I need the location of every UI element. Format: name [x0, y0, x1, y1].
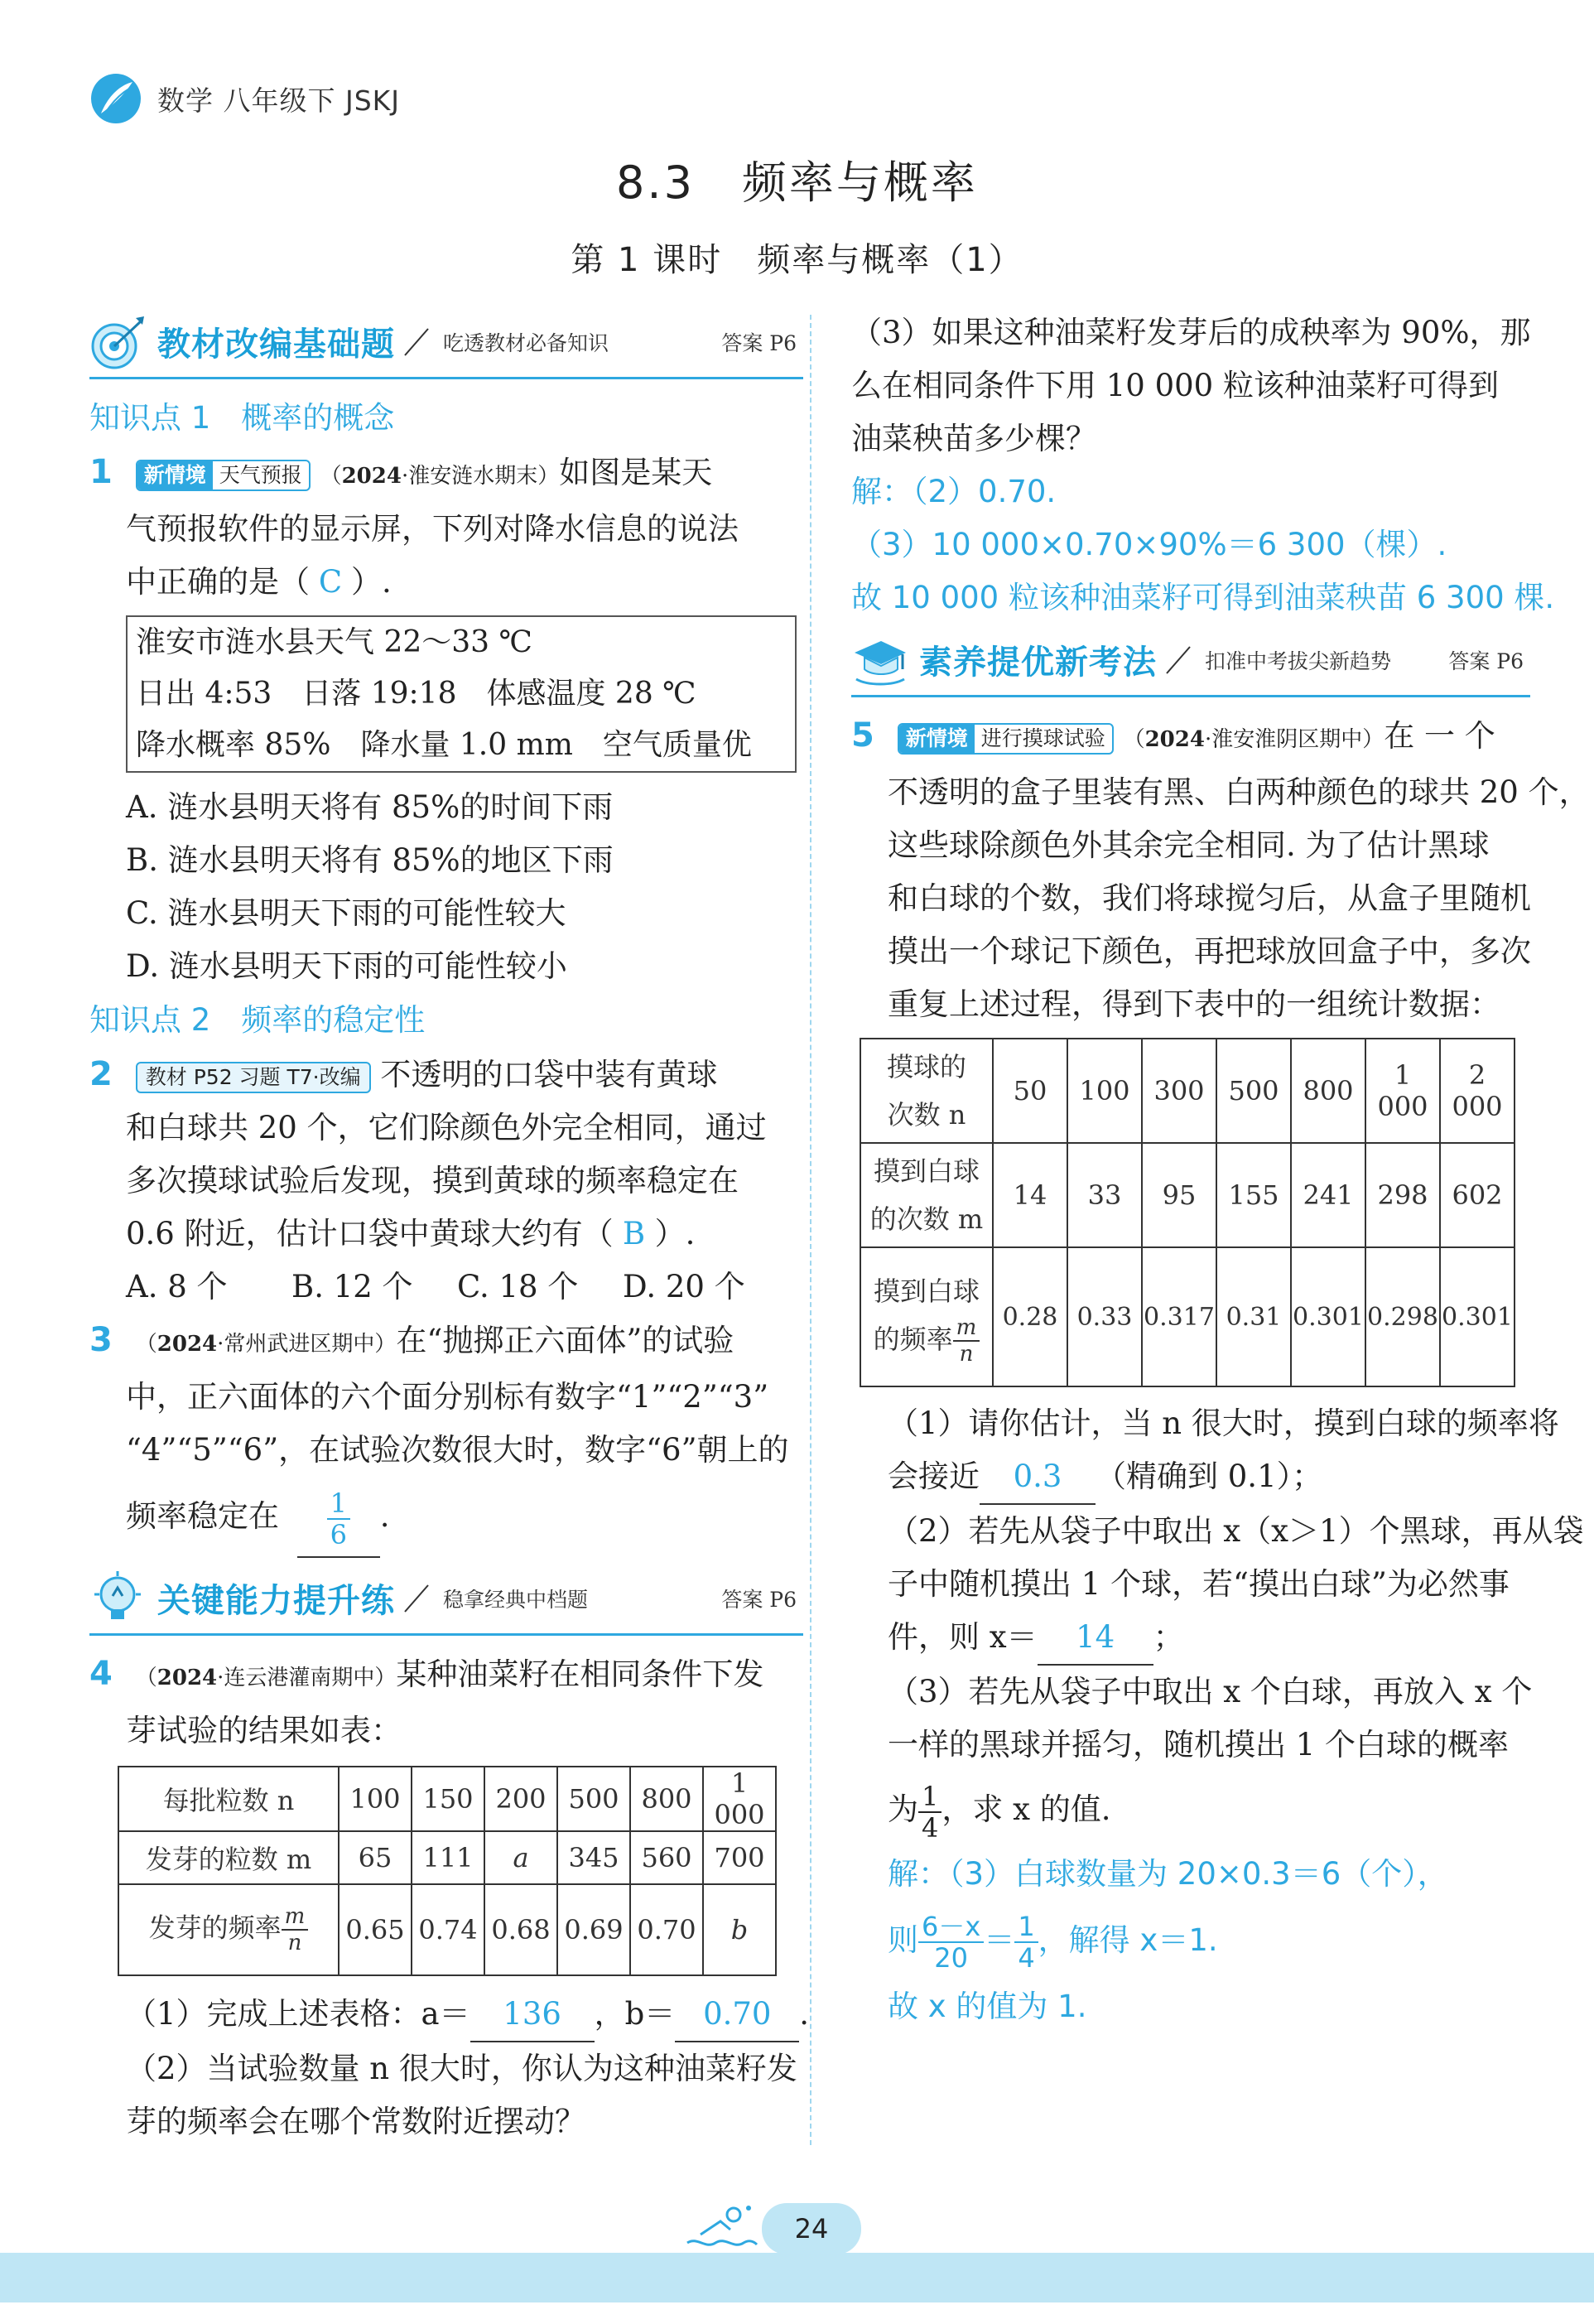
- table-cell: b: [703, 1884, 776, 1975]
- q4-solution-1: 解：（2）0.70.: [851, 474, 1057, 509]
- table-cell: 摸球的 次数 n: [860, 1039, 993, 1143]
- slash-icon: [400, 1582, 433, 1615]
- section-advanced: [851, 624, 1530, 697]
- q5-part2-line3: 件，则 x＝ 14 ；: [851, 1611, 1530, 1666]
- table-cell: 1 000: [703, 1767, 776, 1831]
- q5-solution-3: 故 x 的值为 1.: [888, 1989, 1087, 2024]
- table-cell: 602: [1440, 1143, 1515, 1247]
- q5-part2-line1: （2）若先从袋子中取出 x（x＞1）个黑球，再从袋: [888, 1513, 1584, 1549]
- q5-number: 5: [851, 716, 874, 755]
- table-cell: 300: [1142, 1039, 1216, 1143]
- q4-line2: 芽试验的结果如表：: [126, 1713, 402, 1748]
- table-cell: 65: [339, 1831, 412, 1884]
- table-cell: 14: [993, 1143, 1067, 1247]
- table-row: [118, 1831, 776, 1884]
- feather-logo-icon: [89, 72, 142, 125]
- column-divider: [810, 315, 811, 2145]
- q3-line4: 频率稳定在 $\frac{1}{6}$ .: [89, 1477, 803, 1558]
- table-cell: 0.31: [1216, 1247, 1291, 1386]
- q5-source: （2024·淮安淮阴区期中）: [1123, 727, 1385, 752]
- q2-line4: 0.6 附近，估计口袋中黄球大约有（ B ）.: [89, 1208, 803, 1261]
- table-cell: 345: [557, 1831, 630, 1884]
- q4-line1: 4 （2024·连云港灌南期中）某种油菜籽在相同条件下发: [89, 1647, 803, 1704]
- q5-part3-line3: 为 $\frac{1}{4}$ ，求 x 的值.: [888, 1780, 1111, 1844]
- q3-answer-blank: $\frac{1}{6}$: [297, 1477, 380, 1558]
- q5-line6: 重复上述过程，得到下表中的一组统计数据：: [888, 986, 1500, 1022]
- table-row: [118, 1884, 776, 1975]
- target-icon: [89, 313, 147, 371]
- right-column: [851, 306, 1590, 2033]
- q1-option-a: A. 涟水县明天将有 85%的时间下雨: [126, 789, 614, 825]
- slash-icon: [1162, 644, 1195, 677]
- table-cell: 155: [1216, 1143, 1291, 1247]
- q3-line3: “4”“5”“6”，在试验次数很大时，数字“6”朝上的: [126, 1432, 789, 1468]
- q5-part3-line2: 一样的黑球并摇匀，随机摸出 1 个白球的概率: [888, 1727, 1510, 1762]
- table-cell: 0.65: [339, 1884, 412, 1975]
- knowledge-point-2: 知识点 2 频率的稳定性: [89, 1002, 426, 1038]
- section-key-ability: [89, 1563, 803, 1636]
- q1-line1: 1 新情境 天气预报 （2024·淮安涟水期末）如图是某天: [89, 446, 803, 503]
- q5-answer-1: 0.3: [980, 1450, 1096, 1505]
- section-basic-name: 教材改编基础题: [157, 325, 395, 364]
- q4-number: 4: [89, 1655, 113, 1693]
- table-cell: 发芽的粒数 m: [118, 1831, 339, 1884]
- table-cell: 700: [703, 1831, 776, 1884]
- weather-line: 降水概率 85% 降水量 1.0 mm 空气质量优: [136, 728, 752, 762]
- q5-line4: 和白球的个数，我们将球搅匀后，从盒子里随机: [888, 880, 1531, 916]
- table-cell: 150: [412, 1767, 484, 1831]
- lightbulb-icon: [89, 1569, 147, 1627]
- q4-part3-line3: 油菜秧苗多少棵？: [851, 421, 1096, 456]
- q5-part3-line1: （3）若先从袋子中取出 x 个白球，再放入 x 个: [888, 1674, 1533, 1709]
- q4-solution-2: （3）10 000×0.70×90%＝6 300（棵）.: [851, 527, 1447, 562]
- q4-part2-line2: 芽的频率会在哪个常数附近摆动？: [126, 2104, 585, 2139]
- q5-part2-line2: 子中随机摸出 1 个球，若“摸出白球”为必然事: [888, 1566, 1510, 1602]
- table-cell: 每批粒数 n: [118, 1767, 339, 1831]
- q5-part1-line2: 会接近 0.3 （精确到 0.1）；: [851, 1450, 1530, 1505]
- weather-line: 日出 4:53 日落 19:18 体感温度 28 ℃: [136, 677, 696, 711]
- q5-part1-line1: （1）请你估计，当 n 很大时，摸到白球的频率将: [888, 1405, 1559, 1441]
- q1-option-d: D. 涟水县明天下雨的可能性较小: [126, 948, 567, 984]
- weather-line: 淮安市涟水县天气 22～33 ℃: [136, 625, 532, 659]
- table-cell: 33: [1067, 1143, 1142, 1247]
- table-cell: 0.68: [484, 1884, 557, 1975]
- q1-option-b: B. 涟水县明天将有 85%的地区下雨: [126, 842, 614, 878]
- table-row: [860, 1247, 1515, 1386]
- table-cell: 50: [993, 1039, 1067, 1143]
- q4-part3-line1: （3）如果这种油菜籽发芽后的成秧率为 90%，那: [851, 315, 1531, 350]
- table-cell: 0.28: [993, 1247, 1067, 1386]
- q2-line1: 2 教材 P52 习题 T7·改编 不透明的口袋中装有黄球: [89, 1048, 803, 1102]
- table-cell: 2 000: [1440, 1039, 1515, 1143]
- q2-number: 2: [89, 1055, 113, 1093]
- swimmer-icon: [684, 2201, 758, 2253]
- q3-line2: 中，正六面体的六个面分别标有数字“1”“2”“3”: [126, 1379, 769, 1415]
- table-cell: a: [484, 1831, 557, 1884]
- section-key-ability-answer: 答案 P6: [721, 1587, 797, 1612]
- page-number: 24: [762, 2203, 861, 2254]
- table-cell: 100: [1067, 1039, 1142, 1143]
- table-cell: 95: [1142, 1143, 1216, 1247]
- q3-line1: 3 （2024·常州武进区期中）在“抛掷正六面体”的试验: [89, 1314, 803, 1371]
- q1-line2: 气预报软件的显示屏，下列对降水信息的说法: [126, 511, 739, 547]
- table-cell: 摸到白球 的次数 m: [860, 1143, 993, 1247]
- q3-number: 3: [89, 1321, 113, 1359]
- q5-solution-1: 解：（3）白球数量为 20×0.3＝6（个），: [888, 1856, 1448, 1892]
- q1-number: 1: [89, 453, 113, 491]
- q5-line1: 5 新情境 进行摸球试验 （2024·淮安淮阴区期中）在 一 个: [851, 709, 1530, 766]
- q4-table: [118, 1766, 777, 1976]
- table-cell: 560: [630, 1831, 703, 1884]
- slash-icon: [400, 325, 433, 359]
- q5-solution-2: 则 $\frac{6-x}{20}$ ＝ $\frac{1}{4}$ ，解得 x＝1.: [888, 1910, 1218, 1974]
- q1-option-c: C. 涟水县明天下雨的可能性较大: [126, 895, 566, 931]
- section-basic: [89, 306, 803, 379]
- table-cell: 1 000: [1365, 1039, 1440, 1143]
- q4-source: （2024·连云港灌南期中）: [135, 1666, 397, 1690]
- section-basic-tag: 吃透教材必备知识: [443, 330, 609, 355]
- page-subtitle: 第 1 课时 频率与概率（1）: [571, 241, 1023, 279]
- q4-part2-line1: （2）当试验数量 n 很大时，你认为这种油菜籽发: [126, 2051, 797, 2086]
- table-cell: 0.301: [1440, 1247, 1515, 1386]
- table-cell: 100: [339, 1767, 412, 1831]
- table-cell: 500: [1216, 1039, 1291, 1143]
- table-cell: 200: [484, 1767, 557, 1831]
- q5-line5: 摸出一个球记下颜色，再把球放回盒子中，多次: [888, 933, 1531, 969]
- section-advanced-answer: 答案 P6: [1448, 649, 1524, 673]
- q3-source: （2024·常州武进区期中）: [135, 1332, 397, 1357]
- q2-answer: B: [623, 1216, 646, 1251]
- table-cell: 500: [557, 1767, 630, 1831]
- book-header: [89, 70, 400, 128]
- table-cell: 0.301: [1291, 1247, 1365, 1386]
- q4-part3-line2: 么在相同条件下用 10 000 粒该种油菜籽可得到: [851, 368, 1499, 403]
- q2-badge: 教材 P52 习题 T7·改编: [136, 1062, 371, 1093]
- q2-line3: 多次摸球试验后发现，摸到黄球的频率稳定在: [126, 1163, 739, 1198]
- table-cell: 0.298: [1365, 1247, 1440, 1386]
- table-cell: 0.33: [1067, 1247, 1142, 1386]
- q5-line3: 这些球除颜色外其余完全相同. 为了估计黑球: [888, 827, 1490, 863]
- table-cell: 0.69: [557, 1884, 630, 1975]
- table-row: [860, 1143, 1515, 1247]
- table-row: [860, 1039, 1515, 1143]
- q5-line2: 不透明的盒子里装有黑、白两种颜色的球共 20 个，: [888, 774, 1590, 810]
- q4-solution-3: 故 10 000 粒该种油菜籽可得到油菜秧苗 6 300 棵.: [851, 580, 1555, 615]
- q1-line3: 中正确的是（ C ）.: [89, 556, 803, 609]
- table-cell: 0.74: [412, 1884, 484, 1975]
- section-key-ability-name: 关键能力提升练: [157, 1582, 395, 1620]
- q4-answer-b: 0.70: [675, 1988, 799, 2042]
- table-cell: 0.317: [1142, 1247, 1216, 1386]
- table-cell: 发芽的频率 $\frac{m}{n}$: [118, 1884, 339, 1975]
- q2-line2: 和白球共 20 个，它们除颜色外完全相同，通过: [126, 1110, 767, 1145]
- footer-band: [0, 2253, 1594, 2302]
- section-key-ability-tag: 稳拿经典中档题: [443, 1587, 589, 1612]
- table-cell: 800: [630, 1767, 703, 1831]
- q1-answer: C: [318, 564, 343, 600]
- q5-badge: 新情境 进行摸球试验: [898, 723, 1114, 755]
- page-title: 8.3 频率与概率: [616, 157, 978, 209]
- section-advanced-tag: 扣准中考拔尖新趋势: [1205, 649, 1392, 673]
- table-cell: 800: [1291, 1039, 1365, 1143]
- table-cell: 298: [1365, 1143, 1440, 1247]
- q5-table: [860, 1038, 1515, 1387]
- graduation-cap-icon: [851, 631, 909, 689]
- knowledge-point-1: 知识点 1 概率的概念: [89, 400, 395, 436]
- table-cell: 0.70: [630, 1884, 703, 1975]
- book-header-text: 数学 八年级下 JSKJ: [157, 84, 401, 117]
- table-cell: 241: [1291, 1143, 1365, 1247]
- q5-answer-2: 14: [1038, 1611, 1153, 1666]
- table-cell: 111: [412, 1831, 484, 1884]
- left-column: [89, 306, 810, 2148]
- section-advanced-name: 素养提优新考法: [919, 644, 1157, 682]
- q4-part1: （1）完成上述表格：a＝ 136 ，b＝ 0.70 .: [89, 1988, 803, 2042]
- table-cell: 摸到白球 的频率 $\frac{m}{n}$: [860, 1247, 993, 1386]
- weather-display-box: [126, 615, 797, 773]
- q1-badge: 新情境 天气预报: [136, 460, 311, 491]
- q1-source: （2024·淮安涟水期末）: [320, 464, 560, 489]
- table-row: [118, 1767, 776, 1831]
- q2-options: A. 8 个 B. 12 个 C. 18 个 D. 20 个: [126, 1269, 745, 1304]
- q4-answer-a: 136: [470, 1988, 595, 2042]
- section-basic-answer: 答案 P6: [721, 330, 797, 355]
